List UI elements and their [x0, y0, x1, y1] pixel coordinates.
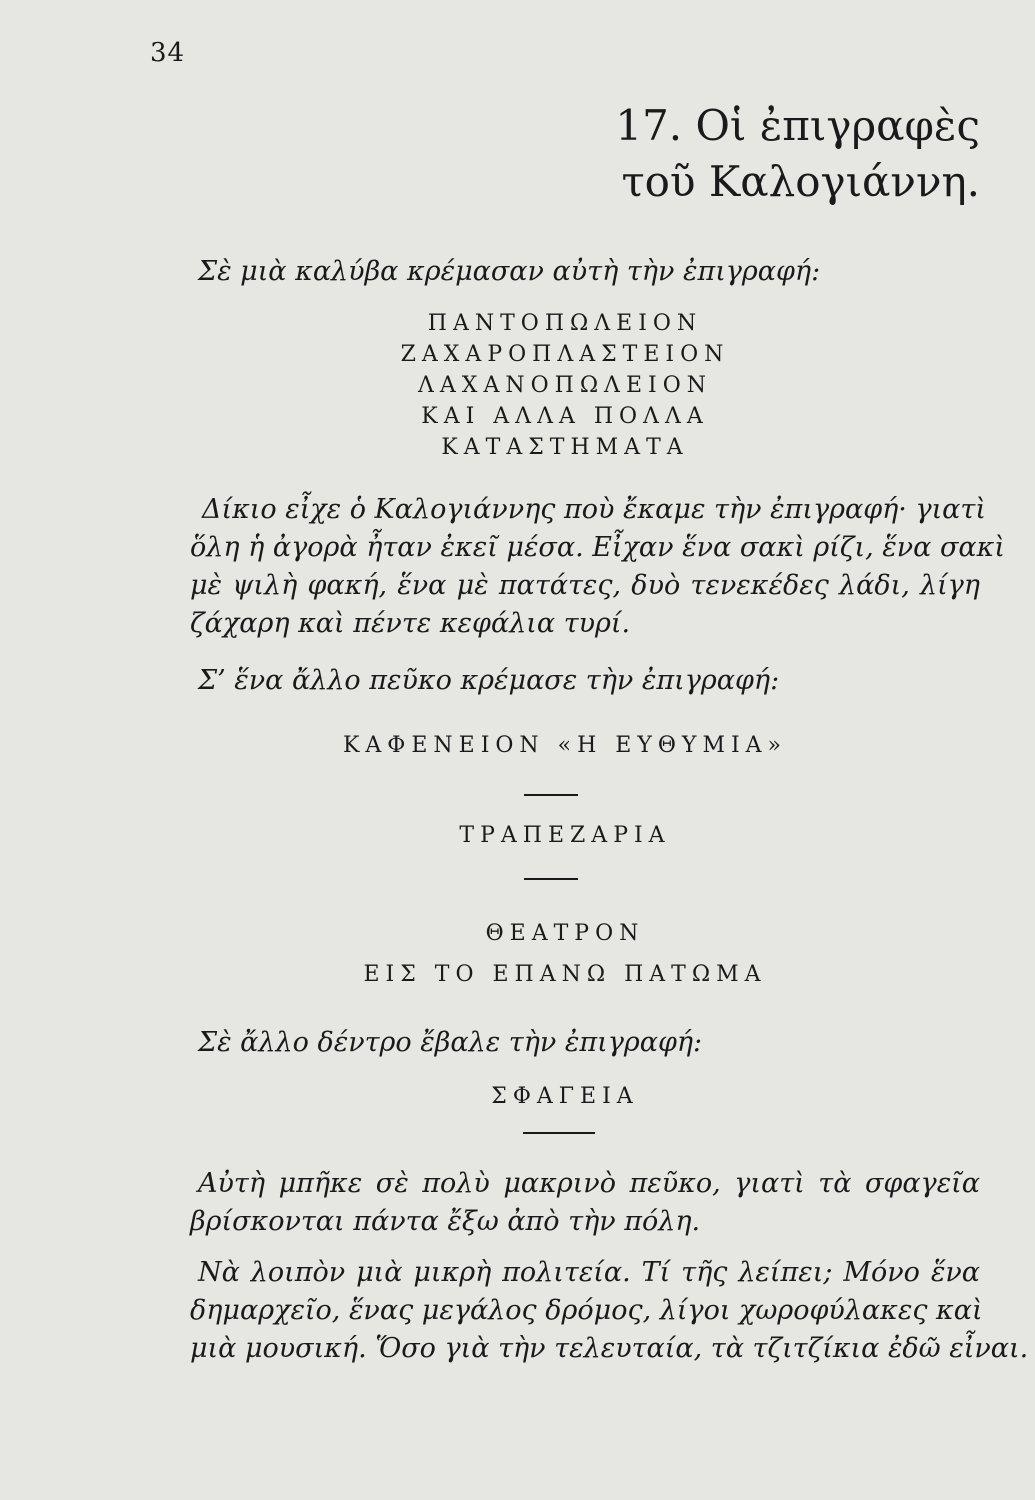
- sign-dining-room: [190, 820, 940, 851]
- sign-line: ΣΦΑΓΕΙΑ: [491, 1084, 639, 1109]
- page-number: 34: [150, 38, 186, 68]
- chapter-title-line-1: 17. Οἱ ἐπιγραφὲς: [615, 101, 980, 150]
- text-line: Σὲ ἄλλο δέντρο ἔβαλε τὴν ἐπιγραφή:: [198, 1027, 703, 1058]
- sign-line: ΛΑΧΑΝΟΠΩΛΕΙΟΝ: [418, 373, 712, 398]
- sign-line: ΤΡΑΠΕΖΑΡΙΑ: [459, 823, 671, 848]
- sign-line: ΚΑΙ ΑΛΛΑ ΠΟΛΛΑ: [421, 404, 709, 429]
- sign-slaughterhouse: [190, 1081, 940, 1112]
- intro-paragraph-3: [190, 1024, 988, 1062]
- body-paragraph-1: [190, 491, 1005, 643]
- sign-line: ΕΙΣ ΤΟ ΕΠΑΝΩ ΠΑΤΩΜΑ: [363, 962, 767, 987]
- sign-line: ΚΑΦΕΝΕΙΟΝ «Η ΕΥΘΥΜΙΑ»: [342, 733, 788, 758]
- sign-line: ΠΑΝΤΟΠΩΛΕΙΟΝ: [427, 311, 703, 336]
- sign-line: ΘΕΑΤΡΟΝ: [485, 921, 645, 946]
- body-paragraph-2: [190, 1165, 980, 1241]
- sign-line: ΚΑΤΑΣΤΗΜΑΤΑ: [441, 435, 689, 460]
- sign-theatre: [190, 918, 940, 990]
- divider-rule: [524, 878, 578, 880]
- body-paragraph-3: [190, 1254, 1029, 1368]
- sign-general-store: [190, 308, 940, 463]
- sign-cafe: [190, 730, 940, 761]
- text-line: δημαρχεῖο, ἕνας μεγάλος δρόμος, λίγοι χωροφύλακες καὶ: [190, 1295, 983, 1326]
- divider-rule: [524, 794, 578, 796]
- text-line: ὅλη ἡ ἀγορὰ ἦταν ἐκεῖ μέσα. Εἶχαν ἕνα σακὶ ρίζι, ἕνα σακὶ: [190, 532, 1005, 563]
- text-line: Νὰ λοιπὸν μιὰ μικρὴ πολιτεία. Τί τῆς λείπει; Μόνο ἕνα: [198, 1257, 980, 1288]
- text-line: Αὐτὴ μπῆκε σὲ πολὺ μακρινὸ πεῦκο, γιατὶ τὰ σφαγεῖα: [198, 1168, 980, 1199]
- text-line: Σὲ μιὰ καλύβα κρέμασαν αὐτὴ τὴν ἐπιγραφή:: [198, 256, 821, 287]
- text-line: βρίσκονται πάντα ἔξω ἀπὸ τὴν πόλη.: [190, 1206, 701, 1237]
- text-line: μὲ ψιλὴ φακή, ἕνα μὲ πατάτες, δυὸ τενεκέδες λάδι, λίγη: [190, 570, 980, 601]
- text-line: Σ’ ἕνα ἄλλο πεῦκο κρέμασε τὴν ἐπιγραφή:: [198, 665, 780, 696]
- intro-paragraph-2: [190, 662, 988, 700]
- text-line: ζάχαρη καὶ πέντε κεφάλια τυρί.: [190, 608, 631, 639]
- chapter-title: [615, 98, 980, 210]
- divider-rule: [523, 1132, 595, 1134]
- text-line: Δίκιο εἶχε ὁ Καλογιάννης ποὺ ἔκαμε τὴν ἐπιγραφή· γιατὶ: [202, 494, 986, 525]
- sign-line: ΖΑΧΑΡΟΠΛΑΣΤΕΙΟΝ: [400, 342, 730, 367]
- chapter-title-line-2: τοῦ Καλογιάννη.: [621, 157, 980, 206]
- text-line: μιὰ μουσική. Ὅσο γιὰ τὴν τελευταία, τὰ τζιτζίκια ἐδῶ εἶναι.: [190, 1333, 1029, 1364]
- intro-paragraph-1: [190, 253, 988, 291]
